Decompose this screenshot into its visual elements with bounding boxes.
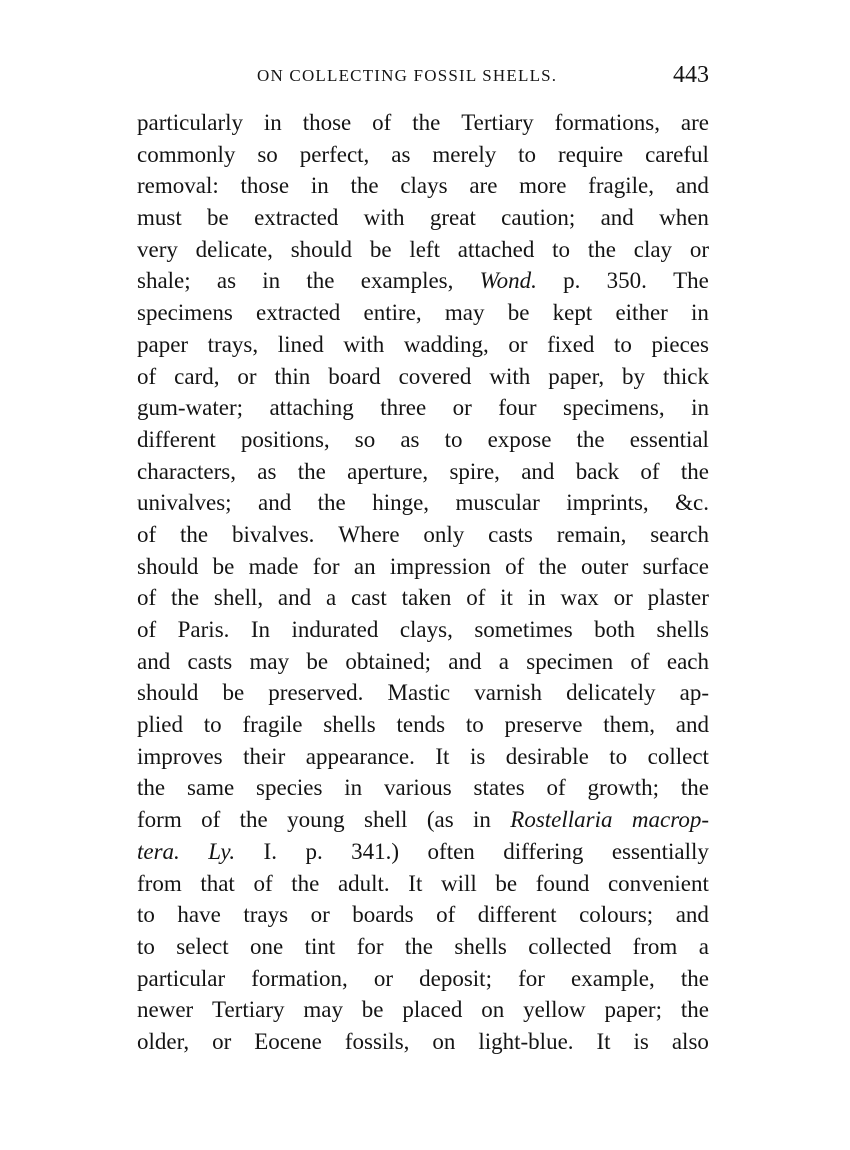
- word: thick: [663, 363, 709, 389]
- word: left: [409, 236, 440, 262]
- text-line: [137, 297, 709, 329]
- word: from: [137, 870, 182, 896]
- word: p.: [563, 268, 581, 294]
- word: desirable: [505, 743, 589, 769]
- word: in: [262, 268, 281, 294]
- word: improves: [137, 743, 223, 769]
- word: light-blue.: [478, 1028, 574, 1054]
- word: have: [177, 902, 221, 928]
- word: so: [354, 426, 376, 452]
- word: require: [557, 141, 624, 167]
- word: it: [500, 585, 513, 611]
- word: caution;: [501, 205, 576, 231]
- word: found: [535, 870, 590, 896]
- word: or: [613, 585, 633, 611]
- word: for: [312, 553, 340, 579]
- word: their: [243, 743, 286, 769]
- text-line: [137, 202, 709, 234]
- word: the: [587, 236, 616, 262]
- word: in: [691, 300, 709, 326]
- word: essentially: [611, 838, 709, 864]
- word: to: [609, 743, 628, 769]
- running-title: ON COLLECTING FOSSIL SHELLS.: [257, 66, 558, 85]
- word: wadding,: [403, 331, 489, 357]
- word: to: [137, 902, 155, 928]
- word: to: [614, 331, 632, 357]
- text-line: [137, 899, 709, 931]
- word: be: [507, 300, 530, 326]
- word: and: [675, 173, 709, 199]
- word: to: [465, 712, 484, 738]
- word: indurated: [291, 617, 379, 642]
- running-head: [137, 62, 709, 92]
- word: delicate,: [195, 236, 273, 262]
- word: for: [356, 933, 384, 959]
- word: I.: [263, 838, 277, 864]
- word: lined: [277, 331, 324, 357]
- word: young: [287, 807, 345, 833]
- word: older,: [137, 1028, 190, 1054]
- word: four: [498, 395, 537, 421]
- text-line: [137, 931, 709, 963]
- word: should: [137, 680, 199, 706]
- word: shell,: [213, 585, 264, 611]
- word: collected: [528, 933, 612, 959]
- word: form: [137, 807, 182, 833]
- word: of: [137, 617, 157, 642]
- word: of: [466, 585, 486, 611]
- text-line: [137, 582, 709, 614]
- word: both: [594, 617, 636, 642]
- word: clay: [633, 236, 673, 262]
- word: is: [633, 1028, 649, 1054]
- word: entire,: [363, 300, 422, 326]
- word: It: [596, 1028, 611, 1054]
- word: attached: [457, 236, 535, 262]
- word: same: [186, 775, 235, 801]
- word: as: [216, 268, 237, 294]
- word: tint: [304, 933, 336, 959]
- word: shells: [323, 712, 376, 738]
- word: particularly: [137, 110, 244, 135]
- text-line: [137, 456, 709, 488]
- word: to: [518, 141, 537, 167]
- word: thin: [274, 363, 311, 389]
- word: fixed: [547, 331, 595, 357]
- text-line: [137, 868, 709, 900]
- text-line: [137, 487, 709, 519]
- text-line: [137, 1026, 709, 1058]
- word: Wond.: [479, 268, 537, 294]
- word: examples,: [360, 268, 454, 294]
- word: or: [452, 395, 472, 421]
- word: kept: [552, 300, 593, 326]
- word: the: [680, 458, 709, 484]
- word: bivalves.: [232, 521, 315, 547]
- word: one: [250, 933, 284, 959]
- word: p.: [305, 838, 323, 864]
- word: the: [317, 490, 346, 516]
- word: or: [310, 902, 330, 928]
- word: species: [256, 775, 323, 801]
- word: as: [400, 426, 420, 452]
- word: when: [659, 205, 709, 231]
- text-line: [137, 963, 709, 995]
- word: casts: [488, 521, 533, 547]
- word: may: [444, 300, 485, 326]
- word: the: [180, 521, 209, 547]
- word: are: [680, 110, 709, 135]
- word: preserved.: [268, 680, 364, 706]
- word: expose: [487, 426, 552, 452]
- word: made: [248, 553, 299, 579]
- word: of: [640, 458, 660, 484]
- word: impression: [389, 553, 491, 579]
- word: specimens,: [563, 395, 665, 421]
- text-line: [137, 614, 709, 646]
- word: placed: [402, 997, 463, 1023]
- word: of: [253, 870, 273, 896]
- text-line: [137, 994, 709, 1026]
- word: on: [432, 1028, 456, 1054]
- word: remain,: [556, 521, 627, 547]
- word: Ly.: [208, 838, 236, 864]
- word: extracted: [254, 205, 339, 231]
- word: preserve: [504, 712, 583, 738]
- word: the: [350, 173, 379, 199]
- text-line: [137, 139, 709, 171]
- word: Tertiary: [461, 110, 534, 135]
- word: the: [404, 933, 434, 959]
- word: are: [469, 173, 498, 199]
- word: paper: [137, 331, 189, 357]
- word: commonly: [137, 141, 236, 167]
- word: and: [257, 490, 292, 516]
- text-line: [137, 646, 709, 678]
- word: and: [521, 458, 555, 484]
- word: perfect,: [299, 141, 370, 167]
- word: and: [448, 648, 482, 674]
- word: Where: [338, 521, 400, 547]
- word: of: [201, 807, 221, 833]
- word: should: [290, 236, 353, 262]
- word: shale;: [137, 268, 191, 294]
- word: fossils,: [344, 1028, 410, 1054]
- word: to: [552, 236, 571, 262]
- word: card,: [174, 363, 220, 389]
- word: deposit;: [419, 965, 492, 991]
- word: with: [363, 205, 405, 231]
- word: colours;: [579, 902, 654, 928]
- word: formations,: [554, 110, 660, 135]
- word: taken: [401, 585, 452, 611]
- word: with: [489, 363, 531, 389]
- word: the: [297, 458, 326, 484]
- page-number: 443: [673, 62, 709, 88]
- word: trays: [243, 902, 289, 928]
- word: be: [207, 205, 229, 231]
- text-line: [137, 519, 709, 551]
- word: paper;: [604, 997, 662, 1023]
- word: in: [527, 585, 546, 611]
- word: very: [137, 236, 178, 262]
- word: an: [353, 553, 376, 579]
- word: essential: [629, 426, 709, 452]
- word: from: [632, 933, 678, 959]
- word: shells: [454, 933, 507, 959]
- word: the: [239, 807, 268, 833]
- word: in: [344, 775, 363, 801]
- word: in: [691, 395, 709, 421]
- word: the: [137, 775, 166, 801]
- word: the: [680, 775, 709, 801]
- word: aperture,: [347, 458, 429, 484]
- word: often: [427, 838, 475, 864]
- word: Tertiary: [212, 997, 285, 1023]
- word: great: [429, 205, 476, 231]
- text-line: [137, 741, 709, 773]
- word: them,: [603, 712, 655, 738]
- text-line: [137, 551, 709, 583]
- word: Mastic: [387, 680, 451, 706]
- word: search: [650, 521, 709, 547]
- word: (as: [426, 807, 454, 833]
- word: of: [137, 521, 157, 547]
- word: board: [328, 363, 381, 389]
- word: in: [310, 173, 329, 199]
- word: and: [675, 712, 709, 738]
- word: in: [473, 807, 491, 833]
- word: plaster: [647, 585, 709, 611]
- text-line: [137, 772, 709, 804]
- word: is: [469, 743, 486, 769]
- word: specimen: [526, 648, 614, 674]
- word: must: [137, 205, 182, 231]
- text-line: [137, 329, 709, 361]
- word: different: [137, 426, 216, 452]
- text-line: [137, 836, 709, 868]
- word: be: [495, 870, 518, 896]
- word: careful: [645, 141, 709, 167]
- word: three: [380, 395, 427, 421]
- word: obtained;: [345, 648, 431, 674]
- word: the: [170, 585, 200, 611]
- word: of: [372, 110, 392, 135]
- word: with: [343, 331, 385, 357]
- word: the: [680, 965, 709, 991]
- body-text: [137, 107, 709, 1058]
- word: 350.: [606, 268, 647, 294]
- text-line: [137, 265, 709, 297]
- word: also: [671, 1028, 709, 1054]
- word: adult.: [337, 870, 390, 896]
- word: and: [675, 902, 709, 928]
- word: as: [391, 141, 411, 167]
- word: to: [444, 426, 463, 452]
- word: pieces: [651, 331, 709, 357]
- word: covered: [398, 363, 472, 389]
- text-line: [137, 709, 709, 741]
- word: outer: [581, 553, 629, 579]
- word: In: [250, 617, 271, 642]
- word: only: [423, 521, 465, 547]
- word: by: [622, 363, 646, 389]
- word: of: [546, 775, 566, 801]
- word: or: [373, 965, 393, 991]
- word: newer: [137, 997, 194, 1023]
- word: cast: [350, 585, 387, 611]
- word: those: [302, 110, 352, 135]
- word: plied: [137, 712, 183, 738]
- word: Eocene: [254, 1028, 322, 1054]
- word: or: [237, 363, 257, 389]
- word: formation,: [251, 965, 348, 991]
- word: Paris.: [177, 617, 230, 642]
- word: imprints,: [566, 490, 649, 516]
- word: positions,: [240, 426, 330, 452]
- word: on: [481, 997, 505, 1023]
- text-line: [137, 804, 709, 836]
- word: The: [673, 268, 709, 294]
- word: and: [137, 648, 171, 674]
- word: and: [277, 585, 312, 611]
- word: a: [698, 933, 709, 959]
- word: may: [249, 648, 290, 674]
- word: or: [689, 236, 709, 262]
- word: of: [505, 553, 525, 579]
- word: wax: [560, 585, 599, 611]
- text-line: [137, 677, 709, 709]
- text-line: [137, 107, 709, 139]
- word: the: [680, 997, 709, 1023]
- word: clays: [400, 173, 448, 199]
- word: gum-water;: [137, 395, 244, 421]
- word: trays,: [207, 331, 259, 357]
- word: should: [137, 553, 199, 579]
- word: It: [435, 743, 450, 769]
- word: may: [303, 997, 343, 1023]
- word: &c.: [675, 490, 709, 516]
- word: casts: [187, 648, 233, 674]
- word: that: [200, 870, 235, 896]
- word: be: [361, 997, 384, 1023]
- text-line: [137, 234, 709, 266]
- word: either: [615, 300, 668, 326]
- word: and: [600, 205, 634, 231]
- word: differing: [503, 838, 584, 864]
- word: It: [408, 870, 423, 896]
- word: growth;: [587, 775, 660, 801]
- word: yellow: [523, 997, 586, 1023]
- word: surface: [642, 553, 709, 579]
- word: for: [518, 965, 545, 991]
- word: ap-: [679, 680, 709, 706]
- word: tends: [396, 712, 446, 738]
- word: be: [306, 648, 329, 674]
- word: as: [257, 458, 277, 484]
- word: paper,: [548, 363, 605, 389]
- word: each: [666, 648, 709, 674]
- word: shells: [656, 617, 709, 642]
- word: convenient: [607, 870, 709, 896]
- word: Rostellaria: [510, 807, 613, 833]
- word: characters,: [137, 458, 236, 484]
- text-line: [137, 424, 709, 456]
- text-line: [137, 361, 709, 393]
- word: particular: [137, 965, 226, 991]
- word: of: [137, 585, 157, 611]
- word: shell: [364, 807, 408, 833]
- text-line: [137, 170, 709, 202]
- word: be: [222, 680, 245, 706]
- word: univalves;: [137, 490, 232, 516]
- word: delicately: [566, 680, 656, 706]
- word: various: [384, 775, 452, 801]
- word: the: [306, 268, 335, 294]
- word: will: [440, 870, 477, 896]
- word: or: [508, 331, 528, 357]
- word: appearance.: [305, 743, 415, 769]
- word: the: [412, 110, 441, 135]
- word: muscular: [455, 490, 540, 516]
- word: varnish: [474, 680, 542, 706]
- word: specimens: [137, 300, 233, 326]
- word: clays,: [399, 617, 453, 642]
- word: spire,: [449, 458, 500, 484]
- word: be: [369, 236, 392, 262]
- word: macrop-: [631, 807, 709, 833]
- word: collect: [647, 743, 709, 769]
- word: attaching: [269, 395, 354, 421]
- word: boards: [352, 902, 414, 928]
- word: example,: [571, 965, 655, 991]
- word: removal:: [137, 173, 219, 199]
- word: states: [473, 775, 525, 801]
- word: more: [519, 173, 567, 199]
- word: to: [137, 933, 155, 959]
- word: the: [291, 870, 320, 896]
- word: back: [575, 458, 620, 484]
- word: extracted: [256, 300, 341, 326]
- text-line: [137, 392, 709, 424]
- word: the: [576, 426, 605, 452]
- word: the: [538, 553, 567, 579]
- word: fragile,: [588, 173, 654, 199]
- word: different: [477, 902, 557, 928]
- word: of: [630, 648, 650, 674]
- word: of: [436, 902, 456, 928]
- word: be: [212, 553, 235, 579]
- word: fragile: [242, 712, 303, 738]
- word: in: [263, 110, 282, 135]
- word: tera.: [137, 838, 180, 864]
- word: hinge,: [372, 490, 430, 516]
- word: so: [257, 141, 278, 167]
- word: merely: [432, 141, 497, 167]
- word: select: [176, 933, 229, 959]
- word: a: [325, 585, 337, 611]
- word: 341.): [351, 838, 400, 864]
- word: of: [137, 363, 157, 389]
- word: to: [203, 712, 222, 738]
- word: a: [498, 648, 509, 674]
- word: those: [240, 173, 290, 199]
- word: or: [212, 1028, 232, 1054]
- word: sometimes: [474, 617, 573, 642]
